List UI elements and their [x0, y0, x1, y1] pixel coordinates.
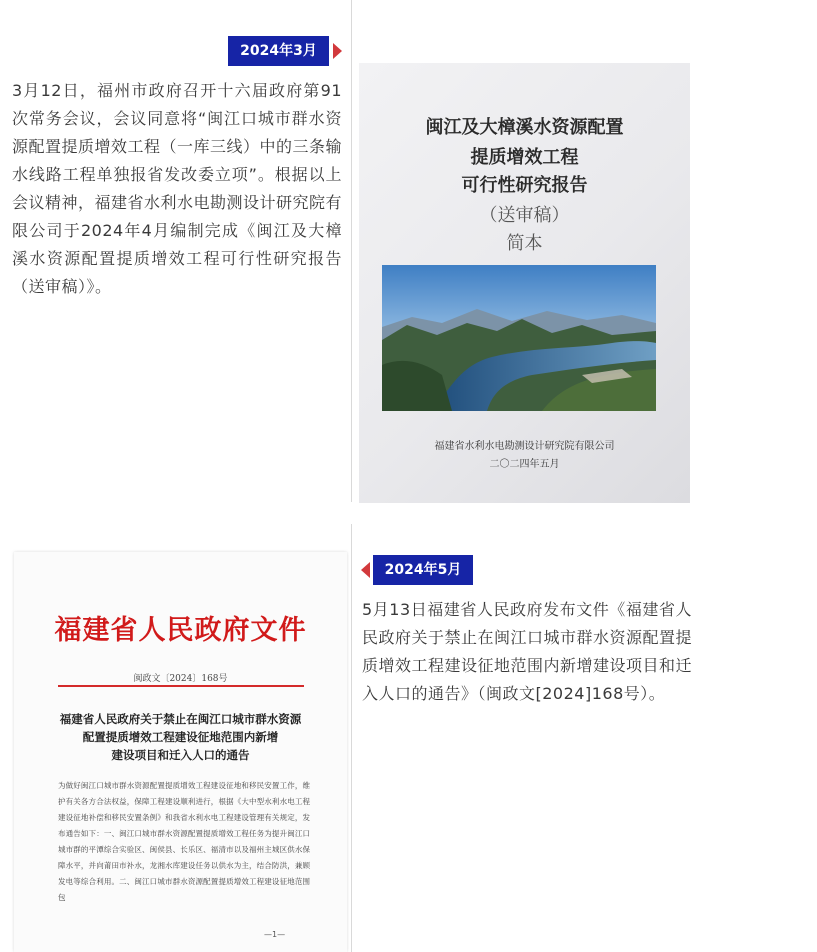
document-title-line: 配置提质增效工程建设征地范围内新增 [82, 730, 279, 744]
red-divider [58, 685, 304, 687]
document-header: 福建省人民政府文件 [54, 615, 307, 646]
document-body: 为做好闽江口城市群水资源配置提质增效工程建设征地和移民安置工作，维护有关各方合法权益，保障工程建设顺利进行，根据《大中型水利水电工程建设征地补偿和移民安置条例》和我省水利水电工程建设管理有关规定，发布通告如下：一、闽江口城市群水资源配置提质增效工程任务为提升闽江口城市群的平潭综合实验区、闽侯县、长乐区、福清市以及福州主城区供水保障水平，并向莆田市补水，龙湘水库建设任务以供水为主，结合防洪，兼顾发电等综合利用。二、闽江口城市群水资源配置提质增效工程建设征地范围包 [58, 781, 310, 902]
landscape-photo [382, 265, 656, 411]
page-number: —1— [264, 930, 286, 939]
document-number: 闽政文〔2024〕168号 [133, 674, 228, 684]
date-badge-march: 2024年3月 [228, 36, 329, 66]
government-document-photo [14, 552, 347, 952]
arrow-left-icon [361, 562, 370, 578]
cover-title-line: 提质增效工程 [470, 147, 579, 168]
document-title-line: 福建省人民政府关于禁止在闽江口城市群水资源 [59, 712, 302, 726]
report-cover-photo [359, 63, 690, 503]
cover-title-line: 简本 [506, 233, 543, 254]
date-badge-may: 2024年5月 [373, 555, 473, 585]
timeline-line-bottom [351, 524, 352, 952]
cover-title-line: 可行性研究报告 [461, 175, 588, 196]
march-description: 3月12日，福州市政府召开十六届政府第91次常务会议，会议同意将“闽江口城市群水资源配置提质增效工程（一库三线）中的三条输水线路工程单独报省发改委立项”。根据以上会议精神，福建省水利水电勘测设计研究院有限公司于2024年4月编制完成《闽江及大樟溪水资源配置提质增效工程可行性研究报告（送审稿）》。 [12, 81, 343, 296]
timeline-line-top [351, 0, 352, 502]
may-description: 5月13日福建省人民政府发布文件《福建省人民政府关于禁止在闽江口城市群水资源配置提质增效工程建设征地范围内新增建设项目和迁入人口的通告》（闽政文[2024]168号）。 [362, 600, 693, 703]
document-title-line: 建设项目和迁入人口的通告 [111, 748, 250, 762]
arrow-right-icon [333, 43, 342, 59]
cover-title-line: 闽江及大樟溪水资源配置 [425, 117, 624, 138]
cover-organization: 福建省水利水电勘测设计研究院有限公司 [434, 441, 615, 452]
cover-title-line: （送审稿） [479, 205, 570, 226]
cover-date: 二〇二四年五月 [489, 459, 560, 470]
